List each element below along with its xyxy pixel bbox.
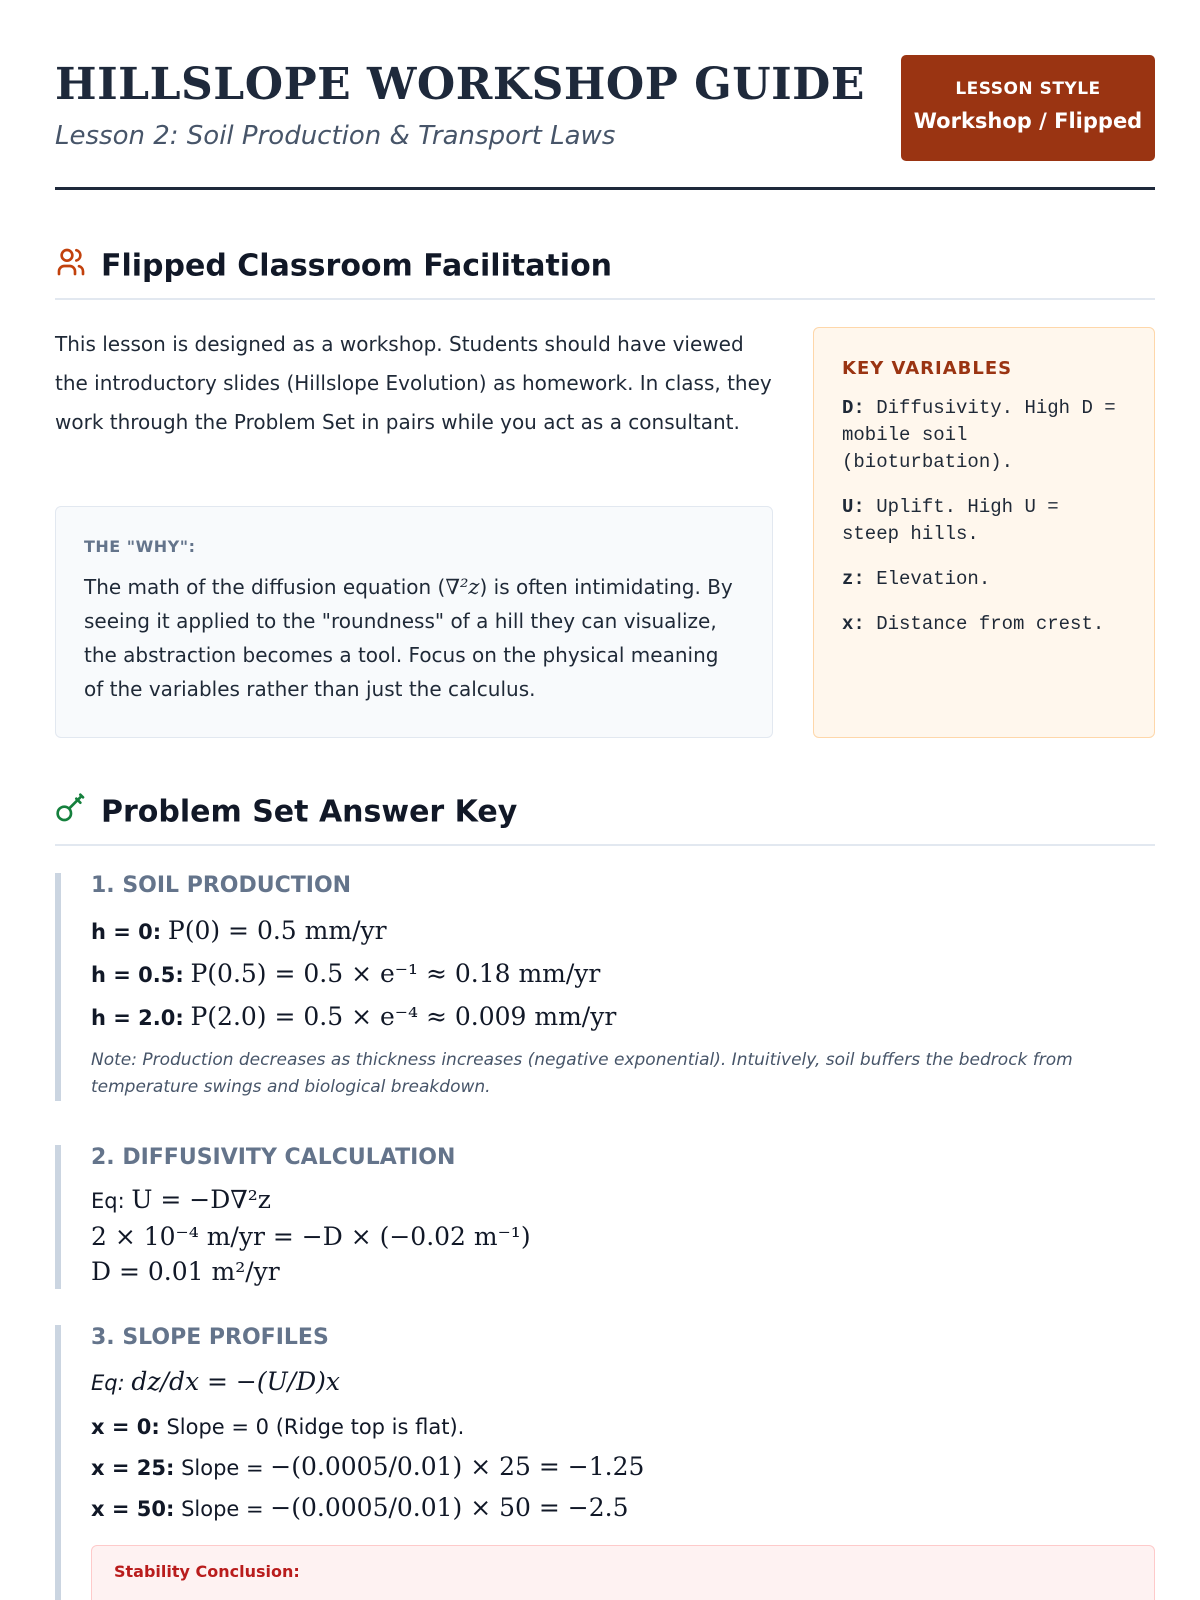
section-title: Problem Set Answer Key (101, 794, 518, 830)
page-subtitle: Lesson 2: Soil Production & Transport Laws (55, 121, 616, 151)
badge-value: Workshop / Flipped (913, 109, 1143, 133)
key-variables-label: KEY VARIABLES (842, 358, 1013, 379)
subsection-heading: 1. SOIL PRODUCTION (91, 873, 352, 898)
variable-item: x: Distance from crest. (842, 613, 1105, 635)
why-text: The math of the diffusion equation ( (84, 575, 446, 599)
soil-production-section (55, 873, 1155, 1101)
stability-callout (91, 1545, 1155, 1600)
section-heading-flipped (55, 246, 1155, 300)
answer-line: h = 2.0: P(2.0) = 0.5 × e⁻⁴ ≈ 0.009 mm/yr (91, 1002, 617, 1031)
variable-item: D: Diffusivity. High D = mobile soil (bioturbation). (842, 397, 1116, 473)
answer-line: x = 25: Slope = −(0.0005/0.01) × 25 = −1.25 (91, 1452, 645, 1481)
intro-paragraph: This lesson is designed as a workshop. Students should have viewed the introductory slides (Hillslope Evolution) as homework. In class, they work through the Problem Set in pairs while you act as a consultant. (55, 332, 772, 434)
why-label: THE "WHY": (84, 537, 196, 556)
answer-line: h = 0: P(0) = 0.5 mm/yr (91, 916, 387, 945)
subsection-heading: 3. SLOPE PROFILES (91, 1325, 329, 1350)
badge-label: LESSON STYLE (955, 79, 1101, 99)
why-text: ) is often intimidating. By seeing it applied to the "roundness" of a hill they can visualize, the abstraction becomes a tool. Focus on the physical meaning of the variables rather than just the calculus. (84, 575, 733, 701)
variable-item: z: Elevation. (842, 568, 991, 590)
stability-label: Stability Conclusion: (114, 1562, 300, 1581)
answer-line: x = 0: Slope = 0 (Ridge top is flat). (91, 1415, 465, 1439)
section-title: Flipped Classroom Facilitation (101, 248, 613, 284)
why-callout (55, 506, 773, 738)
answer-line: h = 0.5: P(0.5) = 0.5 × e⁻¹ ≈ 0.18 mm/yr (91, 959, 601, 988)
key-variables-panel (813, 327, 1155, 738)
why-body (84, 570, 744, 706)
answer-line: x = 50: Slope = −(0.0005/0.01) × 50 = −2.5 (91, 1493, 629, 1522)
equation-line: D = 0.01 m²/yr (91, 1257, 280, 1286)
variable-item: U: Uplift. High U = steep hills. (842, 496, 1059, 545)
note-text: Note: Production decreases as thickness increases (negative exponential). Intuitively, soil buffers the bedrock from temperature swings and biological breakdown. (91, 1050, 1073, 1097)
equation-line: Eq: U = −D∇²z (91, 1185, 271, 1214)
equation-line: 2 × 10⁻⁴ m/yr = −D × (−0.02 m⁻¹) (91, 1222, 531, 1251)
why-math: ∇²z (445, 575, 480, 599)
equation-line: Eq: dz/dx = −(U/D)x (91, 1367, 341, 1396)
subsection-heading: 2. DIFFUSIVITY CALCULATION (91, 1145, 456, 1170)
section-heading-answer-key (55, 792, 1155, 846)
key-icon (55, 792, 89, 832)
page-header (55, 55, 1155, 190)
page-title: HILLSLOPE WORKSHOP GUIDE (55, 59, 865, 110)
lesson-style-badge (901, 55, 1155, 161)
diffusivity-section (55, 1145, 1155, 1289)
users-icon (55, 246, 89, 286)
